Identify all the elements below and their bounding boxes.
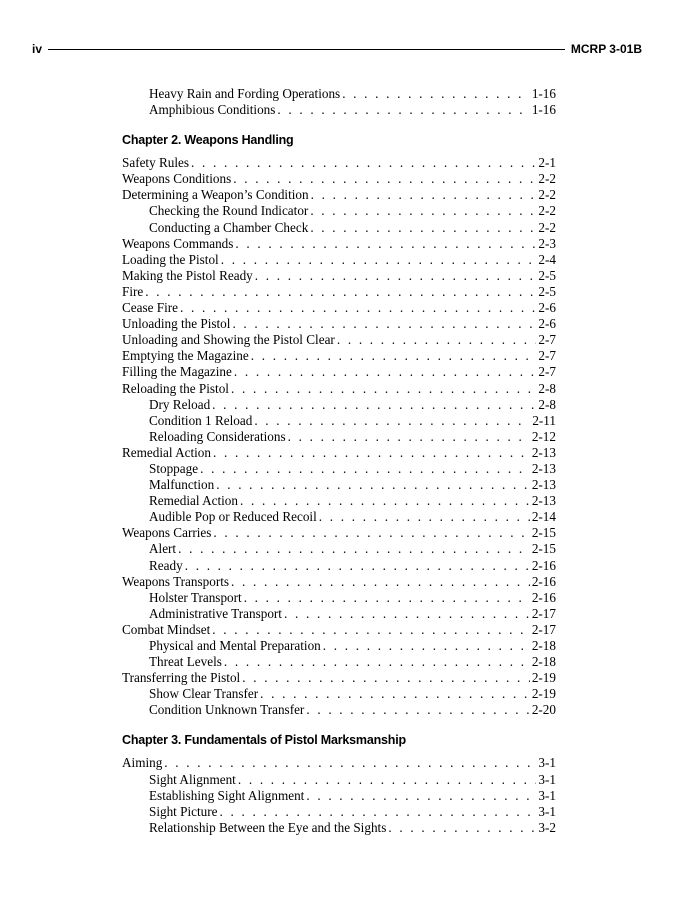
toc-entry-page: 2-17	[531, 605, 556, 621]
dot-leader	[178, 541, 530, 557]
toc-entry-page: 2-7	[538, 348, 556, 364]
dot-leader	[254, 413, 530, 429]
dot-leader	[231, 381, 536, 397]
toc-entry-page: 2-2	[538, 171, 556, 187]
toc-entry[interactable]	[122, 203, 556, 219]
toc-entry-page: 1-16	[531, 86, 556, 101]
dot-leader	[234, 364, 537, 380]
toc-entry-title: Sight Picture	[149, 803, 218, 819]
toc-entry-title: Unloading and Showing the Pistol Clear	[122, 332, 335, 348]
toc-entry-title: Weapons Conditions	[122, 171, 232, 187]
toc-entry-page: 2-8	[538, 380, 556, 396]
toc-entry-title: Amphibious Conditions	[149, 102, 276, 118]
toc-entry[interactable]	[122, 477, 556, 493]
toc-entry-title: Filling the Magazine	[122, 364, 232, 380]
toc-entry-title: Cease Fire	[122, 300, 179, 316]
toc-entry[interactable]	[122, 381, 556, 397]
toc-entry[interactable]	[122, 509, 556, 525]
toc-entry-page: 2-1	[538, 155, 556, 171]
toc-entry[interactable]	[122, 348, 556, 364]
toc-entry[interactable]	[122, 788, 556, 804]
toc-entry[interactable]	[122, 772, 556, 788]
toc-entry[interactable]	[122, 332, 556, 348]
toc-entry[interactable]	[122, 86, 556, 102]
chapter-heading[interactable]: Chapter 2. Weapons Handling	[122, 133, 294, 148]
toc-entry[interactable]	[122, 525, 556, 541]
toc-entry-page: 2-17	[531, 621, 556, 637]
toc-entry[interactable]	[122, 364, 556, 380]
dot-leader	[221, 252, 537, 268]
dot-leader	[164, 755, 536, 771]
toc-entry[interactable]	[122, 445, 556, 461]
toc-entry[interactable]	[122, 590, 556, 606]
toc-entry[interactable]	[122, 171, 556, 187]
toc-entry-page: 2-5	[538, 267, 556, 283]
dot-leader	[306, 702, 529, 718]
dot-leader	[288, 429, 530, 445]
toc-entry-page: 2-12	[531, 428, 556, 444]
toc-entry-page: 2-14	[531, 509, 556, 525]
dot-leader	[212, 622, 530, 638]
toc-entry-page: 2-3	[538, 235, 556, 251]
toc-entry[interactable]	[122, 804, 556, 820]
toc-entry-page: 2-20	[531, 702, 556, 718]
toc-entry-page: 2-16	[531, 557, 556, 573]
toc-entry[interactable]	[122, 686, 556, 702]
dot-leader	[231, 574, 530, 590]
toc-entry[interactable]	[122, 187, 556, 203]
dot-leader	[319, 509, 530, 525]
toc-entry-title: Remedial Action	[122, 444, 211, 460]
toc-entry-page: 3-1	[538, 803, 556, 819]
toc-entry-title: Conducting a Chamber Check	[149, 219, 309, 235]
toc-entry-page: 2-19	[531, 670, 556, 686]
toc-entry-title: Loading the Pistol	[122, 251, 219, 267]
dot-leader	[213, 525, 529, 541]
dot-leader	[240, 493, 530, 509]
dot-leader	[306, 788, 536, 804]
dot-leader	[224, 654, 530, 670]
toc-entry-page: 2-7	[538, 332, 556, 348]
dot-leader	[388, 820, 536, 836]
dot-leader	[244, 590, 530, 606]
dot-leader	[238, 772, 537, 788]
toc-entry-title: Safety Rules	[122, 155, 190, 171]
toc-entry[interactable]	[122, 155, 556, 171]
spacer	[122, 118, 556, 130]
toc-entry-page: 2-8	[538, 396, 556, 412]
dot-leader	[220, 804, 537, 820]
toc-entry[interactable]	[122, 606, 556, 622]
toc-entry-title: Audible Pop or Reduced Recoil	[149, 509, 317, 525]
dot-leader	[232, 316, 536, 332]
running-header	[32, 40, 642, 58]
toc-entry-page: 2-16	[531, 589, 556, 605]
dot-leader	[216, 477, 530, 493]
dot-leader	[180, 300, 536, 316]
toc-entry[interactable]	[122, 397, 556, 413]
dot-leader	[233, 171, 536, 187]
toc-entry-page: 2-13	[531, 444, 556, 460]
toc-entry-page: 2-6	[538, 316, 556, 332]
toc-entry-page: 2-2	[538, 219, 556, 235]
chapter-heading[interactable]: Chapter 3. Fundamentals of Pistol Marksmanship	[122, 733, 406, 748]
dot-leader	[311, 187, 537, 203]
toc-entry-title: Reloading Considerations	[149, 428, 286, 444]
toc-entry-title: Administrative Transport	[149, 605, 282, 621]
table-of-contents	[122, 86, 556, 836]
toc-entry-page: 3-2	[538, 819, 556, 835]
dot-leader	[277, 102, 529, 118]
toc-entry-title: Relationship Between the Eye and the Sights	[149, 819, 387, 835]
dot-leader	[145, 284, 536, 300]
toc-entry-page: 1-16	[531, 102, 556, 118]
toc-entry-title: Show Clear Transfer	[149, 686, 259, 702]
dot-leader	[191, 155, 536, 171]
toc-entry[interactable]	[122, 300, 556, 316]
toc-entry[interactable]	[122, 220, 556, 236]
toc-entry-title: Reloading the Pistol	[122, 380, 229, 396]
toc-entry[interactable]	[122, 252, 556, 268]
toc-entry-title: Weapons Transports	[122, 573, 230, 589]
dot-leader	[251, 348, 537, 364]
toc-entry-title: Establishing Sight Alignment	[149, 787, 305, 803]
toc-entry[interactable]	[122, 670, 556, 686]
toc-entry-title: Ready	[149, 557, 183, 573]
toc-entry[interactable]	[122, 541, 556, 557]
toc-entry-title: Condition Unknown Transfer	[149, 702, 305, 718]
spacer	[122, 718, 556, 730]
dot-leader	[323, 638, 530, 654]
dot-leader	[213, 445, 530, 461]
toc-entry-page: 2-13	[531, 493, 556, 509]
toc-entry-title: Malfunction	[149, 477, 215, 493]
toc-entry-title: Alert	[149, 541, 177, 557]
document-id: MCRP 3-01B	[570, 42, 642, 56]
toc-entry-title: Unloading the Pistol	[122, 316, 231, 332]
toc-entry[interactable]	[122, 654, 556, 670]
toc-entry-title: Weapons Commands	[122, 235, 234, 251]
toc-entry[interactable]	[122, 702, 556, 718]
toc-entry-title: Emptying the Magazine	[122, 348, 249, 364]
toc-entry-page: 3-1	[538, 771, 556, 787]
toc-entry-title: Determining a Weapon’s Condition	[122, 187, 309, 203]
toc-entry[interactable]	[122, 755, 556, 771]
toc-entry[interactable]	[122, 461, 556, 477]
toc-entry-page: 2-13	[531, 477, 556, 493]
toc-entry-page: 2-2	[538, 203, 556, 219]
toc-entry-page: 2-16	[531, 573, 556, 589]
toc-entry-title: Weapons Carries	[122, 525, 212, 541]
toc-entry[interactable]	[122, 638, 556, 654]
toc-entry-title: Physical and Mental Preparation	[149, 638, 321, 653]
toc-entry[interactable]	[122, 820, 556, 836]
toc-entry[interactable]	[122, 622, 556, 638]
header-rule	[48, 49, 565, 50]
toc-entry[interactable]	[122, 284, 556, 300]
toc-entry[interactable]	[122, 429, 556, 445]
toc-entry-title: Checking the Round Indicator	[149, 203, 309, 219]
dot-leader	[337, 332, 537, 348]
toc-entry-page: 2-5	[538, 283, 556, 299]
dot-leader	[260, 686, 530, 702]
dot-leader	[310, 203, 536, 219]
dot-leader	[212, 397, 536, 413]
toc-entry-title: Aiming	[122, 755, 163, 771]
toc-entry-title: Fire	[122, 283, 144, 299]
toc-entry-page: 2-6	[538, 300, 556, 316]
toc-entry-title: Stoppage	[149, 460, 199, 476]
toc-entry-title: Sight Alignment	[149, 771, 236, 787]
toc-entry-page: 2-4	[538, 251, 556, 267]
toc-entry-page: 3-1	[538, 787, 556, 803]
toc-entry-page: 2-18	[531, 654, 556, 670]
dot-leader	[255, 268, 537, 284]
toc-entry-title: Dry Reload	[149, 396, 211, 412]
dot-leader	[242, 670, 530, 686]
dot-leader	[284, 606, 530, 622]
toc-entry-title: Holster Transport	[149, 589, 242, 605]
toc-entry-page: 2-13	[531, 460, 556, 476]
toc-entry-page: 2-2	[538, 187, 556, 203]
dot-leader	[235, 236, 536, 252]
toc-entry-page: 2-19	[531, 686, 556, 702]
dot-leader	[200, 461, 530, 477]
toc-entry-page: 2-7	[538, 364, 556, 380]
toc-entry-title: Transferring the Pistol	[122, 670, 241, 686]
toc-entry-title: Remedial Action	[149, 493, 238, 509]
toc-entry-page: 2-15	[531, 541, 556, 557]
page-number: iv	[32, 42, 43, 56]
dot-leader	[185, 558, 530, 574]
toc-entry[interactable]	[122, 102, 556, 118]
toc-entry-page: 2-18	[531, 638, 556, 653]
toc-entry-title: Condition 1 Reload	[149, 412, 253, 428]
toc-entry[interactable]	[122, 413, 556, 429]
toc-entry-page: 2-11	[532, 412, 556, 428]
toc-entry[interactable]	[122, 316, 556, 332]
toc-entry-page: 2-15	[531, 525, 556, 541]
dot-leader	[342, 86, 530, 102]
toc-entry-title: Heavy Rain and Fording Operations	[149, 86, 341, 101]
toc-entry[interactable]	[122, 268, 556, 284]
toc-entry[interactable]	[122, 236, 556, 252]
toc-entry[interactable]	[122, 558, 556, 574]
toc-entry[interactable]	[122, 574, 556, 590]
toc-entry-title: Making the Pistol Ready	[122, 267, 253, 283]
toc-entry-title: Threat Levels	[149, 654, 222, 670]
dot-leader	[310, 220, 536, 236]
toc-entry-title: Combat Mindset	[122, 621, 211, 637]
toc-entry[interactable]	[122, 493, 556, 509]
toc-entry-page: 3-1	[538, 755, 556, 771]
